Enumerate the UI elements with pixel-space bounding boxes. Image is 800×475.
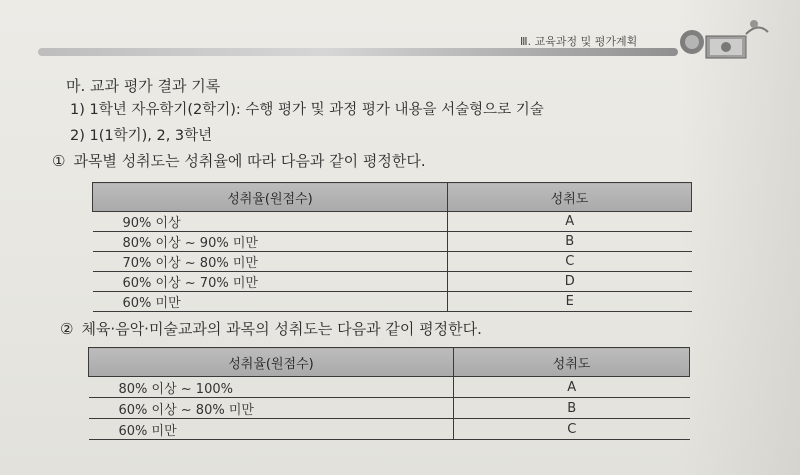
grade-cell: A (454, 377, 690, 398)
grade-cell: B (454, 398, 690, 419)
grade-cell: B (448, 232, 692, 252)
table-header-row (93, 183, 692, 212)
column-header-rate: 성취율(원점수) (93, 183, 448, 212)
rate-cell: 60% 미만 (89, 419, 454, 440)
grade-cell: E (448, 292, 692, 312)
item-1-text: 과목별 성취도는 성취율에 따라 다음과 같이 평정한다. (73, 152, 426, 170)
grade-cell: A (448, 212, 692, 232)
rate-cell: 70% 이상 ~ 80% 미만 (93, 252, 448, 272)
subheading-1: 1) 1학년 자유학기(2학기): 수행 평가 및 과정 평가 내용을 서술형으로 기술 (70, 102, 544, 118)
subheading-2: 2) 1(1학기), 2, 3학년 (70, 128, 213, 144)
rate-cell: 60% 미만 (93, 292, 448, 312)
rate-cell: 80% 이상 ~ 100% (89, 377, 454, 398)
item-2-text: 체육·음악·미술교과의 과목의 성취도는 다음과 같이 평정한다. (81, 320, 482, 338)
table-row (89, 419, 690, 440)
grade-cell: C (448, 252, 692, 272)
rate-cell: 90% 이상 (93, 212, 448, 232)
table-row (89, 398, 690, 419)
section-heading: 마. 교과 평가 결과 기록 (66, 77, 221, 95)
table-row (93, 212, 692, 232)
header-title: Ⅲ. 교육과정 및 평가계획 (520, 35, 638, 48)
rate-cell: 60% 이상 ~ 80% 미만 (89, 398, 454, 419)
table-header-row (89, 348, 690, 377)
header-rule (38, 48, 678, 56)
column-header-grade: 성취도 (448, 183, 692, 212)
page-shadow (680, 0, 800, 475)
item-1 (52, 150, 426, 171)
column-header-rate: 성취율(원점수) (89, 348, 454, 377)
rate-cell: 80% 이상 ~ 90% 미만 (93, 232, 448, 252)
grade-cell: C (454, 419, 690, 440)
item-2 (60, 318, 482, 339)
table-row (93, 272, 692, 292)
item-1-marker: ① (52, 152, 66, 170)
grade-table-1 (92, 182, 692, 312)
grade-cell: D (448, 272, 692, 292)
table-row (93, 292, 692, 312)
table-row (89, 377, 690, 398)
item-2-marker: ② (60, 320, 74, 338)
rate-cell: 60% 이상 ~ 70% 미만 (93, 272, 448, 292)
grade-table-2 (88, 347, 690, 440)
column-header-grade: 성취도 (454, 348, 690, 377)
table-row (93, 252, 692, 272)
table-row (93, 232, 692, 252)
